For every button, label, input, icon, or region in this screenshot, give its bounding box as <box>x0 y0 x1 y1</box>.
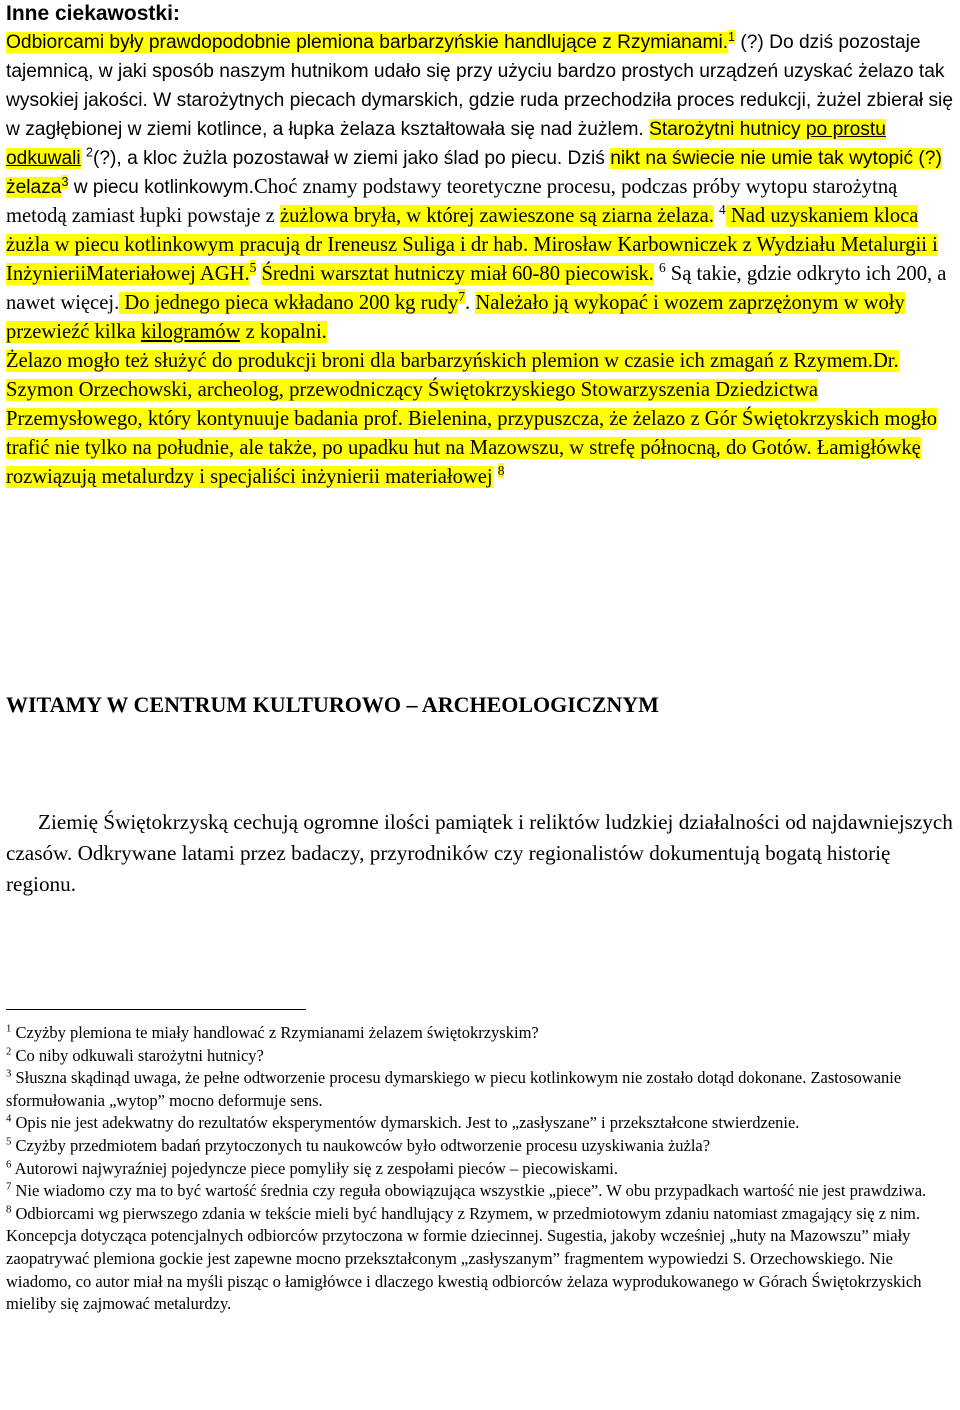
sentence-9-end: więcej. <box>60 292 120 314</box>
footnote-text: Opis nie jest adekwatny do rezultatów eksperymentów dymarskich. Jest to „zasłyszane” i przekształcone stwierdzenie. <box>15 1113 800 1133</box>
sentence-4-underlined: po prostu odkuwali <box>6 119 886 169</box>
sentence-8: Średni warsztat hutniczy miał 60-80 piecowisk. <box>261 263 654 285</box>
sentence-6-highlight: żużlowa bryła, w której zawieszone są ziarna żelaza. <box>279 205 714 227</box>
section-title: WITAMY W CENTRUM KULTUROWO – ARCHEOLOGICZNYM <box>6 692 659 717</box>
footnote-number: 7 <box>6 1180 12 1193</box>
intro-paragraph <box>6 807 954 900</box>
sentence-6: Choć znamy podstawy teoretyczne procesu, podczas próby wytopu starożytną metodą zamiast łupki powstaje z <box>6 176 898 227</box>
footnote-2 <box>6 1045 954 1068</box>
sentence-3: W starożytnych piecach dymarskich, gdzie ruda przechodziła proces redukcji, żużel zbierał się w zagłębionej w ziemi kotlince, a łupka żelaza kształtowała się nad żużlem. <box>6 90 953 140</box>
footnote-4 <box>6 1112 954 1135</box>
footnote-text: Czyżby przedmiotem badań przytoczonych tu naukowców było odtworzenie procesu uzyskiwania żużla? <box>15 1135 711 1155</box>
footnote-text: Słuszna skądinąd uwaga, że pełne odtworzenie procesu dymarskiego w piecu kotlinkowym nie zostało dotąd dokonane. Zastosowanie sformułowania „wytop” mocno deformuje sens. <box>6 1068 902 1110</box>
sentence-12: Żelazo mogło też służyć do produkcji broni dla barbarzyńskich plemion w czasie ich zmagań z Rzymem. <box>6 350 873 372</box>
footnote-number: 5 <box>6 1135 12 1148</box>
sentence-9: Są takie, gdzie odkryto ich 200, a nawet <box>6 263 947 314</box>
page-heading: Inne ciekawostki: <box>6 2 180 25</box>
footnote-5 <box>6 1135 954 1158</box>
main-paragraph <box>6 28 954 492</box>
sentence-2: (?) Do dziś pozostaje tajemnicą, w jaki sposób naszym hutnikom udało się przy użyciu bardzo prostych urządzeń uzyskać żelazo tak wysokiej jakości. <box>6 32 945 111</box>
sentence-1: Odbiorcami były prawdopodobnie plemiona barbarzyńskie handlujące z Rzymianami. <box>6 32 729 53</box>
intro-text: Ziemię Świętokrzyską cechują ogromne ilości pamiątek i reliktów ludzkiej działalności od najdawniejszych czasów. Odkrywane latami przez badaczy, przyrodników czy regionalistów dokumentują bogatą historię regionu. <box>6 810 953 896</box>
sentence-13: Dr. Szymon Orzechowski, archeolog, przewodniczący Świętokrzyskiego Stowarzyszenia Dziedzictwa Przemysłowego, który kontynuuje badania prof. Bielenina, przypuszcza, że żelazo z Gór Świętokrzyskich mogło trafić nie tylko na południe, ale także, po upadku hut na Mazowszu, w strefę północną, do Gotów. Łamigłówkę rozwiązują metalurdzy i specjaliści inżynierii materiałowej <box>6 350 938 488</box>
footnote-8 <box>6 1203 954 1316</box>
footnote-number: 2 <box>6 1045 12 1058</box>
footnote-ref-1[interactable]: 1 <box>728 29 735 44</box>
footnote-number: 4 <box>6 1112 12 1125</box>
footnote-ref-2[interactable]: 2 <box>86 145 93 160</box>
footnotes-list <box>6 1022 954 1316</box>
footnote-ref-3[interactable]: 3 <box>61 174 69 189</box>
footnote-3 <box>6 1067 954 1112</box>
sentence-11-start: Należało ją wykopać i wozem zaprzężonym w woły przewieźć kilka <box>6 292 905 343</box>
sentence-11-end: z kopalni. <box>240 321 327 343</box>
footnote-ref-5[interactable]: 5 <box>249 260 257 276</box>
sentence-11-link[interactable]: kilogramów <box>140 321 241 343</box>
footnote-text: Odbiorcami wg pierwszego zdania w tekście mieli być handlujący z Rzymem, w przedmiotowym zdaniu natomiast zmagający się z nim. Koncepcja dotycząca potencjalnych odbiorców przytoczona w formie dziecinnej. Sugestia, jakoby wcześniej „huty na Mazowszu” miały zaopatrywać plemiona gockie jest zapewne mocno przekształconym „zasłyszanym” fragmentem wypowiedzi S. Orzechowskiego. Nie wiadomo, co autor miał na myśli pisząc o łamigłówce i dlaczego kwestią odbiorców żelaza wyprodukowanego w Górach Świętokrzyskich mieliby się zajmować metalurdzy. <box>6 1203 922 1314</box>
sentence-5-highlight: nikt na świecie nie umie tak wytopić (?) żelaza <box>6 148 942 198</box>
footnote-separator <box>6 1009 306 1010</box>
footnote-1 <box>6 1022 954 1045</box>
sentence-4-start: Starożytni hutnicy <box>649 119 806 140</box>
footnote-number: 8 <box>6 1203 12 1216</box>
sentence-5-start: Dziś <box>567 148 611 169</box>
footnote-7 <box>6 1180 954 1203</box>
footnote-number: 1 <box>6 1022 12 1035</box>
footnote-ref-8[interactable]: 8 <box>497 463 505 479</box>
footnote-text: Czyżby plemiona te miały handlować z Rzymianami żelazem świętokrzyskim? <box>15 1023 539 1042</box>
footnote-6 <box>6 1158 954 1181</box>
sentence-5-end: w piecu kotlinkowym. <box>68 177 254 198</box>
sentence-7: Nad uzyskaniem kloca żużla w piecu kotlinkowym pracują dr Ireneusz Suliga i dr hab. Mirosław Karbowniczek z Wydziału Metalurgii i InżynieriiMateriałowej AGH. <box>6 205 938 285</box>
footnote-text: Nie wiadomo czy ma to być wartość średnia czy reguła obowiązująca wszystkie „piece”. W obu przypadkach wartość nie jest prawdziwa. <box>15 1181 927 1201</box>
sentence-10-end: . <box>465 292 476 314</box>
footnote-number: 6 <box>6 1158 12 1171</box>
footnote-number: 3 <box>6 1067 12 1080</box>
footnote-ref-7[interactable]: 7 <box>458 289 466 305</box>
sentence-10: Do jednego pieca wkładano 200 kg rudy <box>119 292 459 314</box>
footnote-text: Autorowi najwyraźniej pojedyncze piece pomyliły się z zespołami pieców – piecowiskami. <box>14 1158 619 1178</box>
footnote-ref-6[interactable]: 6 <box>658 260 666 276</box>
footnote-ref-4[interactable]: 4 <box>719 202 726 218</box>
sentence-4-end: (?), a kloc żużla pozostawał w ziemi jako ślad po piecu. <box>92 148 563 169</box>
footnote-text: Co niby odkuwali starożytni hutnicy? <box>15 1045 264 1065</box>
